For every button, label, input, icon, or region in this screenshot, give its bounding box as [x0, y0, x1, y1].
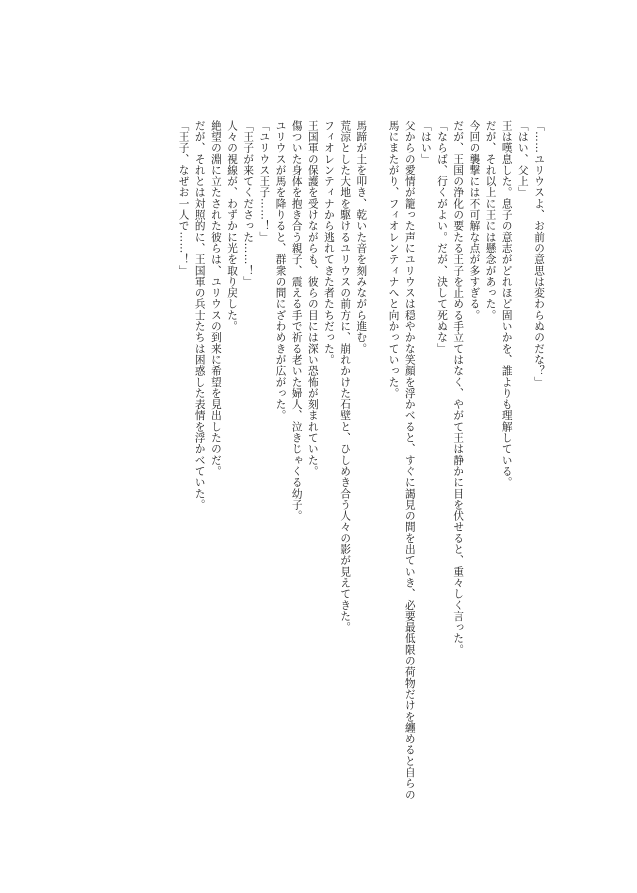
text-line: 荒涼とした大地を駆けるユリウスの前方に、崩れかけた石壁と、ひしめき合う人々の影が見えてきた。	[339, 120, 352, 633]
text-line: 今回の襲撃には不可解な点が多すぎる。	[468, 120, 481, 321]
text-line: だが、王国の浄化の要たる王子を止める手立てはなく、やがて王は静かに目を伏せると、重々しく言った。	[452, 120, 465, 656]
text-line: 王は嘆息した。息子の意志がどれほど固いかを、誰よりも理解している。	[500, 120, 513, 488]
text-line: 馬にまたがり、フィオレンティナへと向かっていった。	[387, 120, 400, 399]
text-line: 「はい」	[419, 120, 432, 165]
text-line: 「はい、父上」	[516, 120, 529, 199]
text-line: 「王子、なぜお一人で……！」	[177, 120, 190, 277]
text-line: 王国軍の保護を受けながらも、彼らの目には深い恐怖が刻まれていた。	[306, 120, 319, 477]
text-line: 人々の視線が、わずかに光を取り戻した。	[226, 120, 239, 332]
text-line: 馬蹄が土を叩き、乾いた音を刻みながら進む。	[355, 120, 368, 355]
paragraph-break	[369, 120, 385, 800]
text-line: フィオレンティナから逃れてきた者たちだった。	[322, 120, 335, 366]
vertical-text-body	[175, 120, 547, 800]
text-line: だが、それ以上に王には懸念があった。	[484, 120, 497, 321]
text-line: 「王子が来てくださった……！」	[242, 120, 255, 288]
text-line: 「……ユリウスよ、お前の意思は変わらぬのだな？」	[533, 120, 545, 388]
text-line: ユリウスが馬を降りると、群衆の間にざわめきが広がった。	[274, 120, 287, 422]
text-line: 父からの愛情が籠った声にユリウスは穏やかな笑顔を浮かべると、すぐに謁見の間を出ていき、必要最低限の荷物だけを纏めると自らの	[403, 120, 416, 801]
text-line: 「ならば、行くがよい。だが、決して死ぬな」	[436, 120, 449, 355]
text-line: 「ユリウス王子……！」	[258, 120, 271, 243]
text-line: 絶望の淵に立たされた彼らは、ユリウスの到来に希望を見出したのだ。	[209, 120, 222, 477]
text-line: 傷ついた身体を抱き合う親子、震える手で祈る老いた婦人、泣きじゃくる幼子。	[290, 120, 303, 522]
text-line: だが、それとは対照的に、王国軍の兵士たちは困惑した表情を浮かべていた。	[193, 120, 206, 511]
